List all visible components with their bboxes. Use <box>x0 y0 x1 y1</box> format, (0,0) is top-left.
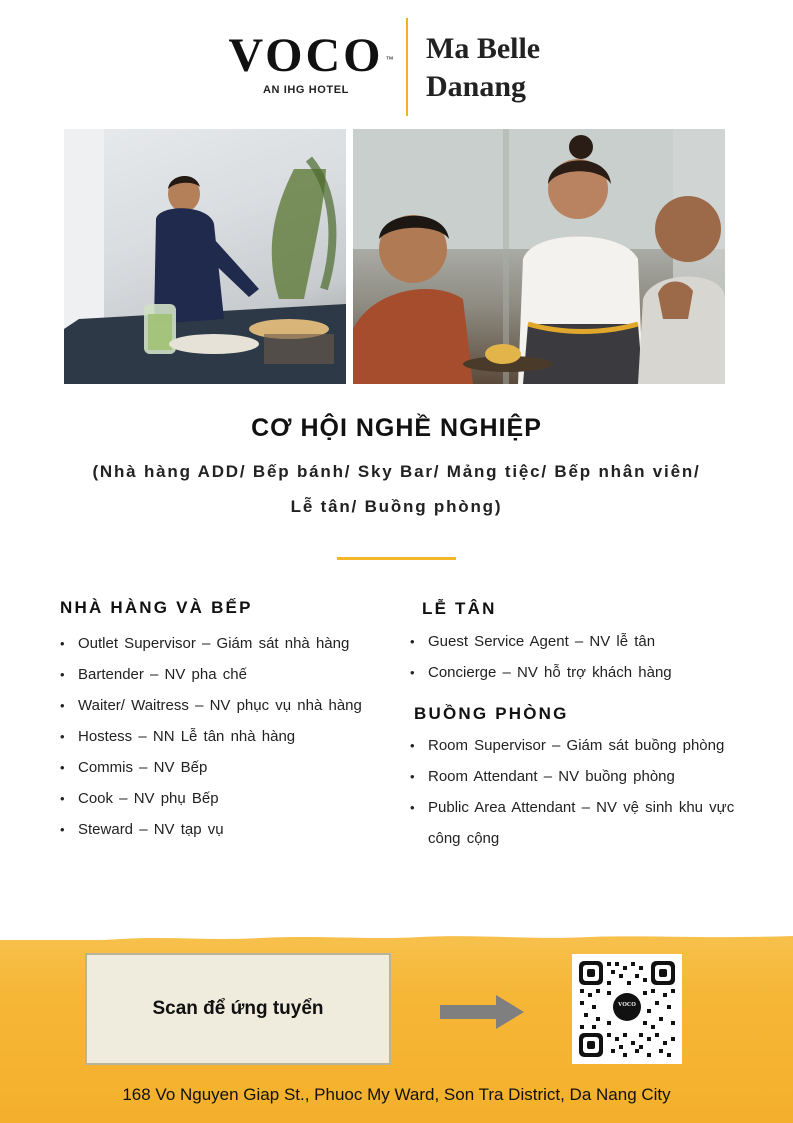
section-heading-housekeeping: BUỒNG PHÒNG <box>414 704 569 723</box>
list-item: • Room Supervisor – Giám sát buồng phòng <box>410 730 765 761</box>
scan-label: Scan để ứng tuyển <box>152 998 324 1019</box>
list-item: • Commis – NV Bếp <box>60 752 400 783</box>
arrow-right-icon <box>440 995 524 1034</box>
departments-line2: Lễ tân/ Buồng phòng) <box>290 497 503 516</box>
footer-brush-edge <box>0 930 793 948</box>
hotel-name-line1: Ma Belle <box>426 32 541 65</box>
title-divider <box>337 557 456 560</box>
reception-positions-list <box>410 626 765 688</box>
logo-divider <box>406 18 408 116</box>
housekeeping-positions-list <box>410 730 765 854</box>
list-item: • Guest Service Agent – NV lễ tân <box>410 626 765 657</box>
photo-chef-serving <box>64 129 346 384</box>
hotel-name-line2: Danang <box>426 70 527 103</box>
list-item: • Cook – NV phụ Bếp <box>60 783 400 814</box>
voco-logo <box>221 29 394 96</box>
list-item: • Concierge – NV hỗ trợ khách hàng <box>410 657 765 688</box>
hotel-name <box>426 30 540 106</box>
restaurant-positions-list <box>60 628 400 845</box>
list-item: • Waiter/ Waitress – NV phục vụ nhà hàng <box>60 690 400 721</box>
list-item: • Outlet Supervisor – Giám sát nhà hàng <box>60 628 400 659</box>
scan-to-apply-box <box>85 953 391 1065</box>
list-item: • Steward – NV tạp vụ <box>60 814 400 845</box>
qr-code[interactable] <box>572 954 682 1064</box>
brand-subtitle: AN IHG HOTEL <box>262 84 350 96</box>
hotel-address: 168 Vo Nguyen Giap St., Phuoc My Ward, Son Tra District, Da Nang City <box>122 1085 671 1104</box>
departments-line1: (Nhà hàng ADD/ Bếp bánh/ Sky Bar/ Mảng tiệc/ Bếp nhân viên/ <box>92 462 701 481</box>
qr-center-logo: VOCO <box>618 1002 636 1008</box>
list-item: • Hostess – NN Lễ tân nhà hàng <box>60 721 400 752</box>
photo-waitress-serving-guests <box>353 129 725 384</box>
page-title: CƠ HỘI NGHỀ NGHIỆP <box>251 414 542 442</box>
list-item: • Room Attendant – NV buồng phòng <box>410 761 765 792</box>
section-heading-reception: LỄ TÂN <box>422 599 497 618</box>
section-heading-restaurant: NHÀ HÀNG VÀ BẾP <box>60 598 253 617</box>
list-item: • Public Area Attendant – NV vệ sinh khu vực công cộng <box>410 792 760 854</box>
list-item: • Bartender – NV pha chế <box>60 659 400 690</box>
brand-wordmark: VOCO ™ <box>228 29 394 82</box>
